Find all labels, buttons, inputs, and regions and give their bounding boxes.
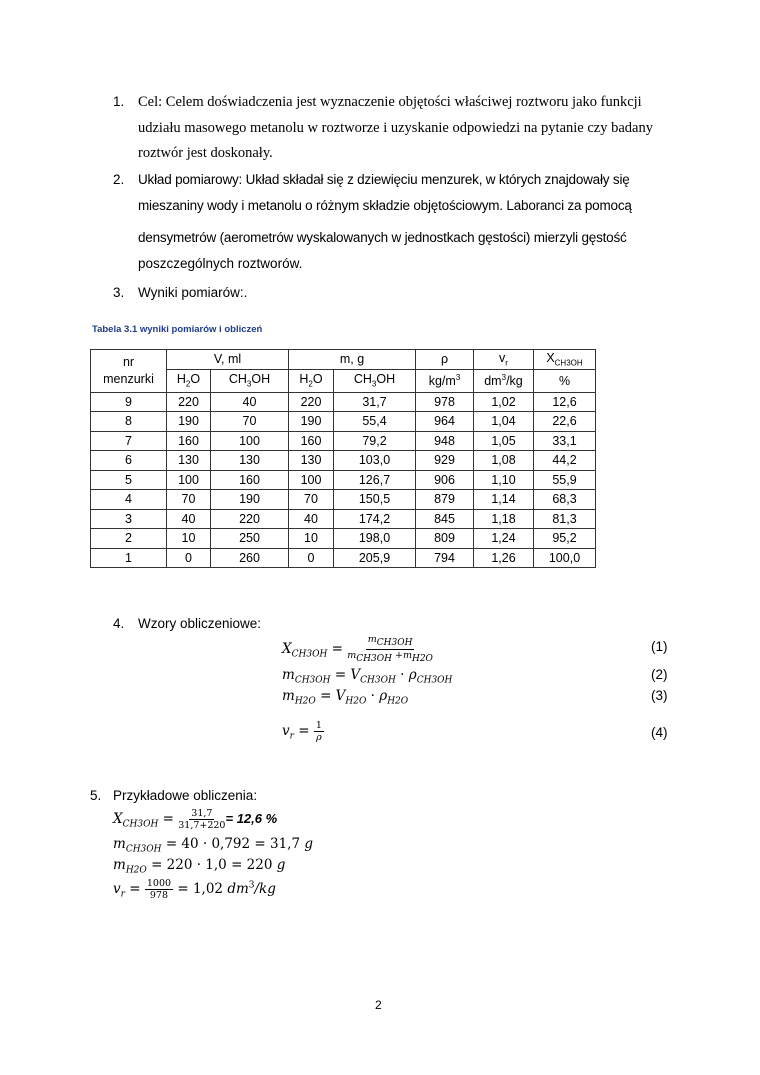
header-mass: m, g (289, 350, 416, 370)
table-cell: 1,24 (474, 529, 534, 549)
table-cell: 1,14 (474, 490, 534, 510)
table-cell: 10 (167, 529, 211, 549)
table-cell: 150,5 (334, 490, 416, 510)
table-row (91, 431, 596, 451)
table-cell: 130 (289, 451, 334, 471)
equation-number: (3) (651, 688, 668, 703)
item-number: 5. (90, 788, 102, 803)
table-cell: 845 (416, 509, 474, 529)
example-mass-fraction: $X_{CH3OH}$ = $\frac{31,7}{31,7+220}$ = 12,6 % (113, 808, 278, 831)
table-cell: 70 (289, 490, 334, 510)
subheader-m-ch3oh: $CH_3OH$ (334, 369, 416, 392)
table-cell: 1,05 (474, 431, 534, 451)
text-line: mieszaniny wody i metanolu o różnym składzie objętościowym. Laboranci za pomocą (138, 198, 632, 213)
table-cell: 220 (167, 392, 211, 412)
equation-number: (4) (651, 725, 668, 740)
table-row (91, 412, 596, 432)
header-nr: nr menzurki (91, 350, 167, 393)
table-cell: 70 (167, 490, 211, 510)
text-line: poszczególnych roztworów. (138, 256, 303, 271)
table-row (91, 509, 596, 529)
table-cell: 22,6 (534, 412, 596, 432)
table-cell: 160 (167, 431, 211, 451)
table-cell: 1,10 (474, 470, 534, 490)
table-cell: 40 (211, 392, 289, 412)
table-cell: 130 (211, 451, 289, 471)
table-cell: 81,3 (534, 509, 596, 529)
table-cell: 100 (211, 431, 289, 451)
subheader-volume-unit: $dm^3/kg$ (474, 369, 534, 392)
table-cell: 978 (416, 392, 474, 412)
table-row (91, 490, 596, 510)
formula-methanol-mass: $m_{CH3OH} = V_{CH3OH} \cdot \rho_{CH3OH}$ (282, 667, 453, 686)
table-cell: 174,2 (334, 509, 416, 529)
table-cell: 906 (416, 470, 474, 490)
item-number: 3. (113, 285, 125, 300)
header-mass-fraction: $X_{CH3OH}$ (534, 350, 596, 370)
table-cell: 5 (91, 470, 167, 490)
table-cell: 8 (91, 412, 167, 432)
table-cell: 10 (289, 529, 334, 549)
table-cell: 3 (91, 509, 167, 529)
table-cell: 220 (289, 392, 334, 412)
subheader-percent: % (534, 369, 596, 392)
table-cell: 55,4 (334, 412, 416, 432)
table-cell: 33,1 (534, 431, 596, 451)
table-cell: 0 (289, 548, 334, 568)
header-density: ρ (416, 350, 474, 370)
table-cell: 879 (416, 490, 474, 510)
example-methanol-mass: $m_{CH3OH} = 40 \cdot 0,792 = 31,7$ g (113, 836, 314, 855)
table-caption: Tabela 3.1 wyniki pomiarów i obliczeń (92, 324, 263, 335)
subheader-density-unit: $kg/m^3$ (416, 369, 474, 392)
item-number: 1. (113, 94, 125, 109)
table-cell: 1,02 (474, 392, 534, 412)
table-cell: 929 (416, 451, 474, 471)
table-cell: 31,7 (334, 392, 416, 412)
table-cell: 160 (211, 470, 289, 490)
table-cell: 160 (289, 431, 334, 451)
header-volume: V, ml (167, 350, 289, 370)
section-heading-results: Wyniki pomiarów:. (138, 285, 248, 300)
table-row (91, 470, 596, 490)
table-cell: 948 (416, 431, 474, 451)
text-line: roztwór jest doskonały. (138, 145, 273, 161)
table-cell: 6 (91, 451, 167, 471)
page-number: 2 (375, 998, 382, 1012)
table-cell: 100 (289, 470, 334, 490)
example-water-mass: $m_{H2O} = 220 \cdot 1,0 = 220$ g (113, 857, 286, 876)
table-cell: 70 (211, 412, 289, 432)
table-cell: 1,04 (474, 412, 534, 432)
equation-number: (1) (651, 639, 668, 654)
subheader-m-h2o: $H_2O$ (289, 369, 334, 392)
table-cell: 1 (91, 548, 167, 568)
equation-number: (2) (651, 667, 668, 682)
table-cell: 79,2 (334, 431, 416, 451)
table-cell: 55,9 (534, 470, 596, 490)
table-row (91, 529, 596, 549)
table-cell: 7 (91, 431, 167, 451)
table-cell: 250 (211, 529, 289, 549)
text-line: Układ pomiarowy: Układ składał się z dziewięciu menzurek, w których znajdowały się (138, 172, 630, 187)
table-row (91, 548, 596, 568)
item-number: 2. (113, 172, 125, 187)
formula-water-mass: $m_{H2O} = V_{H2O} \cdot \rho_{H2O}$ (282, 688, 409, 707)
table-header-row (91, 350, 596, 370)
table-cell: 44,2 (534, 451, 596, 471)
text-line: udziału masowego metanolu w roztworze i uzyskanie odpowiedzi na pytanie czy badany (138, 120, 653, 136)
table-cell: 103,0 (334, 451, 416, 471)
table-cell: 100 (167, 470, 211, 490)
table-cell: 1,18 (474, 509, 534, 529)
table-cell: 964 (416, 412, 474, 432)
table-cell: 68,3 (534, 490, 596, 510)
table-cell: 1,08 (474, 451, 534, 471)
table-cell: 205,9 (334, 548, 416, 568)
table-cell: 4 (91, 490, 167, 510)
table-row (91, 451, 596, 471)
table-cell: 130 (167, 451, 211, 471)
table-cell: 809 (416, 529, 474, 549)
table-cell: 260 (211, 548, 289, 568)
table-subheader-row (91, 369, 596, 392)
table-cell: 190 (211, 490, 289, 510)
table-cell: 9 (91, 392, 167, 412)
results-table (90, 349, 596, 568)
table-cell: 126,7 (334, 470, 416, 490)
subheader-v-ch3oh: $CH_3OH$ (211, 369, 289, 392)
table-cell: 190 (167, 412, 211, 432)
example-specific-volume: $v_r$ = $\frac{1000}{978}$ = 1,02 $dm^3/kg$ (113, 878, 276, 901)
table-row (91, 392, 596, 412)
table-cell: 794 (416, 548, 474, 568)
table-cell: 95,2 (534, 529, 596, 549)
header-specific-volume: $v_r$ (474, 350, 534, 370)
text-line: Cel: Celem doświadczenia jest wyznaczenie objętości właściwej roztworu jako funkcji (138, 94, 642, 110)
text-line: densymetrów (aerometrów wyskalowanych w jednostkach gęstości) mierzyli gęstość (138, 230, 627, 245)
table-cell: 100,0 (534, 548, 596, 568)
table-cell: 0 (167, 548, 211, 568)
table-cell: 190 (289, 412, 334, 432)
table-cell: 220 (211, 509, 289, 529)
table-cell: 40 (167, 509, 211, 529)
table-cell: 2 (91, 529, 167, 549)
section-heading-examples: Przykładowe obliczenia: (113, 788, 258, 803)
table-cell: 1,26 (474, 548, 534, 568)
formula-mass-fraction: $X_{CH3OH}$ = $\frac{m_{CH3OH}}{m_{CH3OH} +m_{H2O}}$ (282, 634, 433, 664)
formula-specific-volume: $v_r$ = $\frac{1}{\rho}$ (282, 720, 322, 743)
subheader-v-h2o: $H_2O$ (167, 369, 211, 392)
item-number: 4. (113, 616, 125, 631)
table-cell: 12,6 (534, 392, 596, 412)
section-heading-formulas: Wzory obliczeniowe: (138, 616, 262, 631)
table-cell: 198,0 (334, 529, 416, 549)
table-cell: 40 (289, 509, 334, 529)
